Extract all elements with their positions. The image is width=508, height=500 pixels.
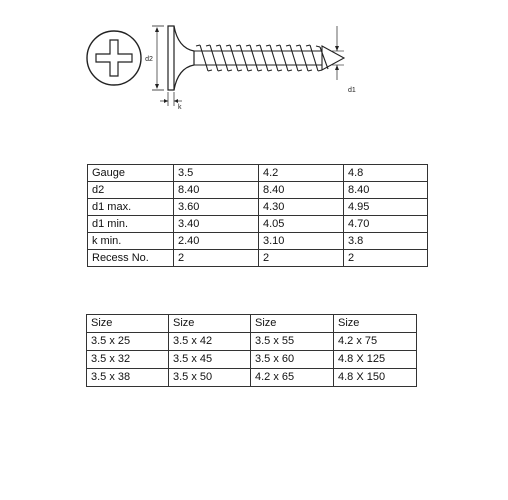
d2-dimension [145,26,164,90]
table-cell: Gauge [88,165,174,182]
table-cell: 3.5 x 32 [87,351,169,369]
table-cell: k min. [88,233,174,250]
table-cell: 3.5 x 42 [169,333,251,351]
table-cell: d1 max. [88,199,174,216]
table-row [88,250,428,267]
screw-technical-drawing [82,18,372,118]
screw-side-view [168,26,344,90]
table-cell: 2 [174,250,259,267]
screw-head-top-view [87,31,141,85]
table-cell: 3.40 [174,216,259,233]
table-cell: 4.2 x 75 [334,333,417,351]
d1-label: d1 [348,87,356,94]
table-cell: Size [169,315,251,333]
table-cell: Size [87,315,169,333]
table-cell: 3.8 [344,233,428,250]
table-cell: 3.5 [174,165,259,182]
table-cell: Size [334,315,417,333]
d1-dimension [332,26,356,94]
table-row [87,315,417,333]
table-cell: 4.70 [344,216,428,233]
table-cell: 4.30 [259,199,344,216]
table-cell: d2 [88,182,174,199]
k-label: k [178,104,182,111]
table-row [88,165,428,182]
table-cell: 4.95 [344,199,428,216]
table-cell: 2 [344,250,428,267]
table-cell: 2 [259,250,344,267]
table-cell: 3.10 [259,233,344,250]
table-cell: 3.5 x 55 [251,333,334,351]
table-cell: 3.5 x 50 [169,369,251,387]
table-cell: 8.40 [259,182,344,199]
table-row [87,369,417,387]
table-cell: Recess No. [88,250,174,267]
table-cell: 8.40 [344,182,428,199]
table-cell: 4.2 [259,165,344,182]
table-row [87,333,417,351]
k-dimension [160,92,182,111]
table-cell: 4.8 X 150 [334,369,417,387]
table-cell: 4.8 [344,165,428,182]
table-cell: 4.8 X 125 [334,351,417,369]
table-cell: 3.60 [174,199,259,216]
table-cell: 8.40 [174,182,259,199]
specification-table [87,164,428,267]
table-row [88,233,428,250]
table-cell: 3.5 x 38 [87,369,169,387]
size-table [86,314,417,387]
table-cell: 4.05 [259,216,344,233]
d2-label: d2 [145,56,153,63]
table-cell: d1 min. [88,216,174,233]
table-cell: 3.5 x 25 [87,333,169,351]
table-cell: 4.2 x 65 [251,369,334,387]
table-row [88,216,428,233]
table-row [87,351,417,369]
table-row [88,182,428,199]
table-row [88,199,428,216]
table-cell: Size [251,315,334,333]
table-cell: 3.5 x 45 [169,351,251,369]
table-cell: 2.40 [174,233,259,250]
table-cell: 3.5 x 60 [251,351,334,369]
